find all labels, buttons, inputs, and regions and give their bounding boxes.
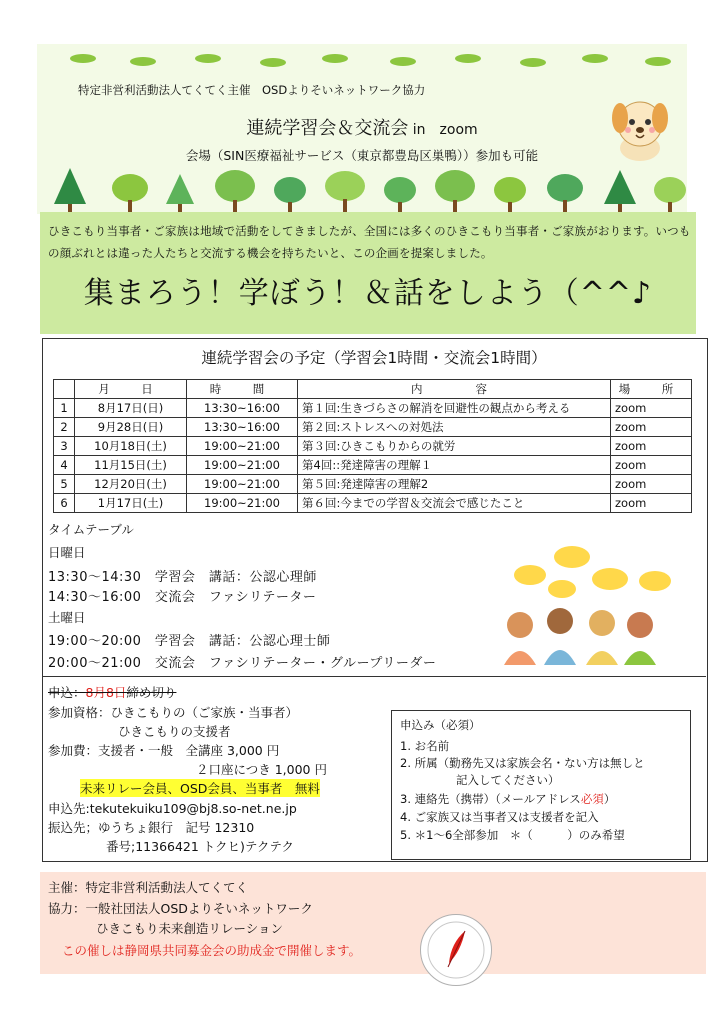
row-place: zoom [611, 494, 692, 513]
apply-title: 申込み（必須） [400, 718, 481, 732]
row-place: zoom [611, 456, 692, 475]
table-row [54, 418, 692, 437]
intro-text: ひきこもり当事者・ご家族は地域で活動をしてきましたが、全国には多くのひきこもり当事者・ご家族がおります。いつもの顔ぶれとは違った人たちと交流する機会を持ちたいと、この企画を提案しました。 [48, 224, 691, 260]
row-no: 6 [54, 494, 75, 513]
deadline-suffix: 締め切り [126, 685, 177, 700]
red-feather-seal-icon [420, 914, 492, 986]
free-note: 未来リレー会員、OSD会員、当事者 無料 [80, 781, 320, 796]
row-date: 1月17日(土) [75, 494, 187, 513]
apply-item-3-text: 3. 連絡先（携帯）（メールアドレス [400, 792, 581, 806]
sunday-label: 日曜日 [48, 545, 86, 560]
schedule-table [53, 379, 692, 513]
row-content: 第６回:今までの学習＆交流会で感じたこと [298, 494, 611, 513]
fee-line-1: 参加費：支援者・一般 全講座 3,000 円 [48, 743, 280, 758]
row-content: 第３回:ひきこもりからの就労 [298, 437, 611, 456]
slogan: 集まろう！学ぼう！＆話をしよう（^^♪ [83, 276, 653, 311]
tree-row-illustration [40, 166, 696, 214]
schedule-header-row [54, 380, 692, 399]
section-divider [42, 676, 706, 677]
eligibility-line-1: 参加資格：ひきこもりの（ご家族・当事者） [48, 705, 299, 720]
col-header-date: 月 日 [75, 380, 187, 399]
row-place: zoom [611, 399, 692, 418]
row-no: 1 [54, 399, 75, 418]
col-header-content: 内 容 [298, 380, 611, 399]
footer-sponsor: 主催：特定非営利活動法人てくてく [48, 880, 249, 895]
event-title-sub: in zoom [408, 122, 478, 138]
row-date: 9月28日(日) [75, 418, 187, 437]
organizer-line: 特定非営利活動法人てくてく主催 OSDよりそいネットワーク協力 [78, 83, 426, 97]
apply-item-4: 4. ご家族又は当事者又は支援者を記入 [400, 810, 599, 824]
apply-item-2a: 2. 所属（勤務先又は家族会名・ない方は無しと [400, 756, 645, 770]
row-time: 19:00~21:00 [187, 437, 298, 456]
row-no: 2 [54, 418, 75, 437]
table-row [54, 494, 692, 513]
bank-line-1: 振込先；ゆうちょ銀行 記号 12310 [48, 820, 255, 835]
apply-item-5: 5. ＊1～6全部参加 ＊（ ）のみ希望 [400, 828, 625, 842]
saturday-label: 土曜日 [48, 610, 86, 625]
row-time: 19:00~21:00 [187, 494, 298, 513]
schedule-title: 連続学習会の予定（学習会1時間・交流会1時間） [201, 349, 547, 367]
saturday-session-1: 19:00～20:00 学習会 講話：公認心理士師 [48, 634, 331, 649]
row-content: 第５回:発達障害の理解2 [298, 475, 611, 494]
apply-item-2b: 記入してください） [456, 773, 560, 787]
deadline-date: 8月8日 [85, 685, 127, 700]
table-row [54, 456, 692, 475]
sunday-session-2: 14:30～16:00 交流会 ファシリテーター [48, 590, 317, 605]
footer-coop-1: 協力：一般社団法人OSDよりそいネットワーク [48, 901, 313, 916]
deadline-prefix: 申込： [48, 685, 86, 700]
leaf-garland [60, 52, 680, 68]
col-header-time: 時 間 [187, 380, 298, 399]
row-content: 第4回::発達障害の理解１ [298, 456, 611, 475]
row-place: zoom [611, 437, 692, 456]
eligibility-line-2: ひきこもりの支援者 [118, 724, 231, 739]
required-mark: 必須 [580, 792, 604, 806]
apply-item-1: 1. お名前 [400, 739, 450, 753]
row-no: 5 [54, 475, 75, 494]
table-row [54, 437, 692, 456]
col-header-no [54, 380, 75, 399]
people-talking-illustration [490, 545, 690, 673]
row-date: 10月18日(土) [75, 437, 187, 456]
row-place: zoom [611, 418, 692, 437]
row-content: 第１回:生きづらさの解消を回避性の観点から考える [298, 399, 611, 418]
apply-item-3 [400, 791, 615, 807]
row-time: 19:00~21:00 [187, 456, 298, 475]
row-date: 8月17日(日) [75, 399, 187, 418]
deadline-line [48, 683, 176, 701]
table-row [54, 475, 692, 494]
row-place: zoom [611, 475, 692, 494]
venue-line: 会場（SIN医療福祉サービス（東京都豊島区巣鴨））参加も可能 [185, 148, 539, 163]
footer-coop-2: ひきこもり未来創造リレーション [96, 921, 284, 936]
red-feather-icon [421, 915, 491, 985]
row-no: 3 [54, 437, 75, 456]
row-date: 11月15日(土) [75, 456, 187, 475]
bank-line-2: 番号;11366421 トクヒ)テクテク [106, 839, 294, 854]
row-date: 12月20日(土) [75, 475, 187, 494]
row-time: 13:30~16:00 [187, 399, 298, 418]
timetable-label: タイムテーブル [48, 522, 134, 537]
dog-mascot-icon [608, 92, 672, 162]
apply-item-3-close: ） [603, 792, 616, 806]
row-content: 第２回:ストレスへの対処法 [298, 418, 611, 437]
table-row [54, 399, 692, 418]
row-no: 4 [54, 456, 75, 475]
contact-email: 申込先:tekutekuiku109@bj8.so-net.ne.jp [48, 801, 297, 816]
saturday-session-2: 20:00～21:00 交流会 ファシリテーター・グループリーダー [48, 656, 437, 671]
fee-line-2: ２口座につき 1,000 円 [196, 762, 327, 777]
row-time: 13:30~16:00 [187, 418, 298, 437]
row-time: 19:00~21:00 [187, 475, 298, 494]
event-title-main: 連続学習会＆交流会 [246, 118, 409, 139]
footer-grant-note: この催しは静岡県共同募金会の助成金で開催します。 [62, 943, 362, 958]
sunday-session-1: 13:30～14:30 学習会 講話：公認心理師 [48, 570, 317, 585]
col-header-place: 場 所 [611, 380, 692, 399]
